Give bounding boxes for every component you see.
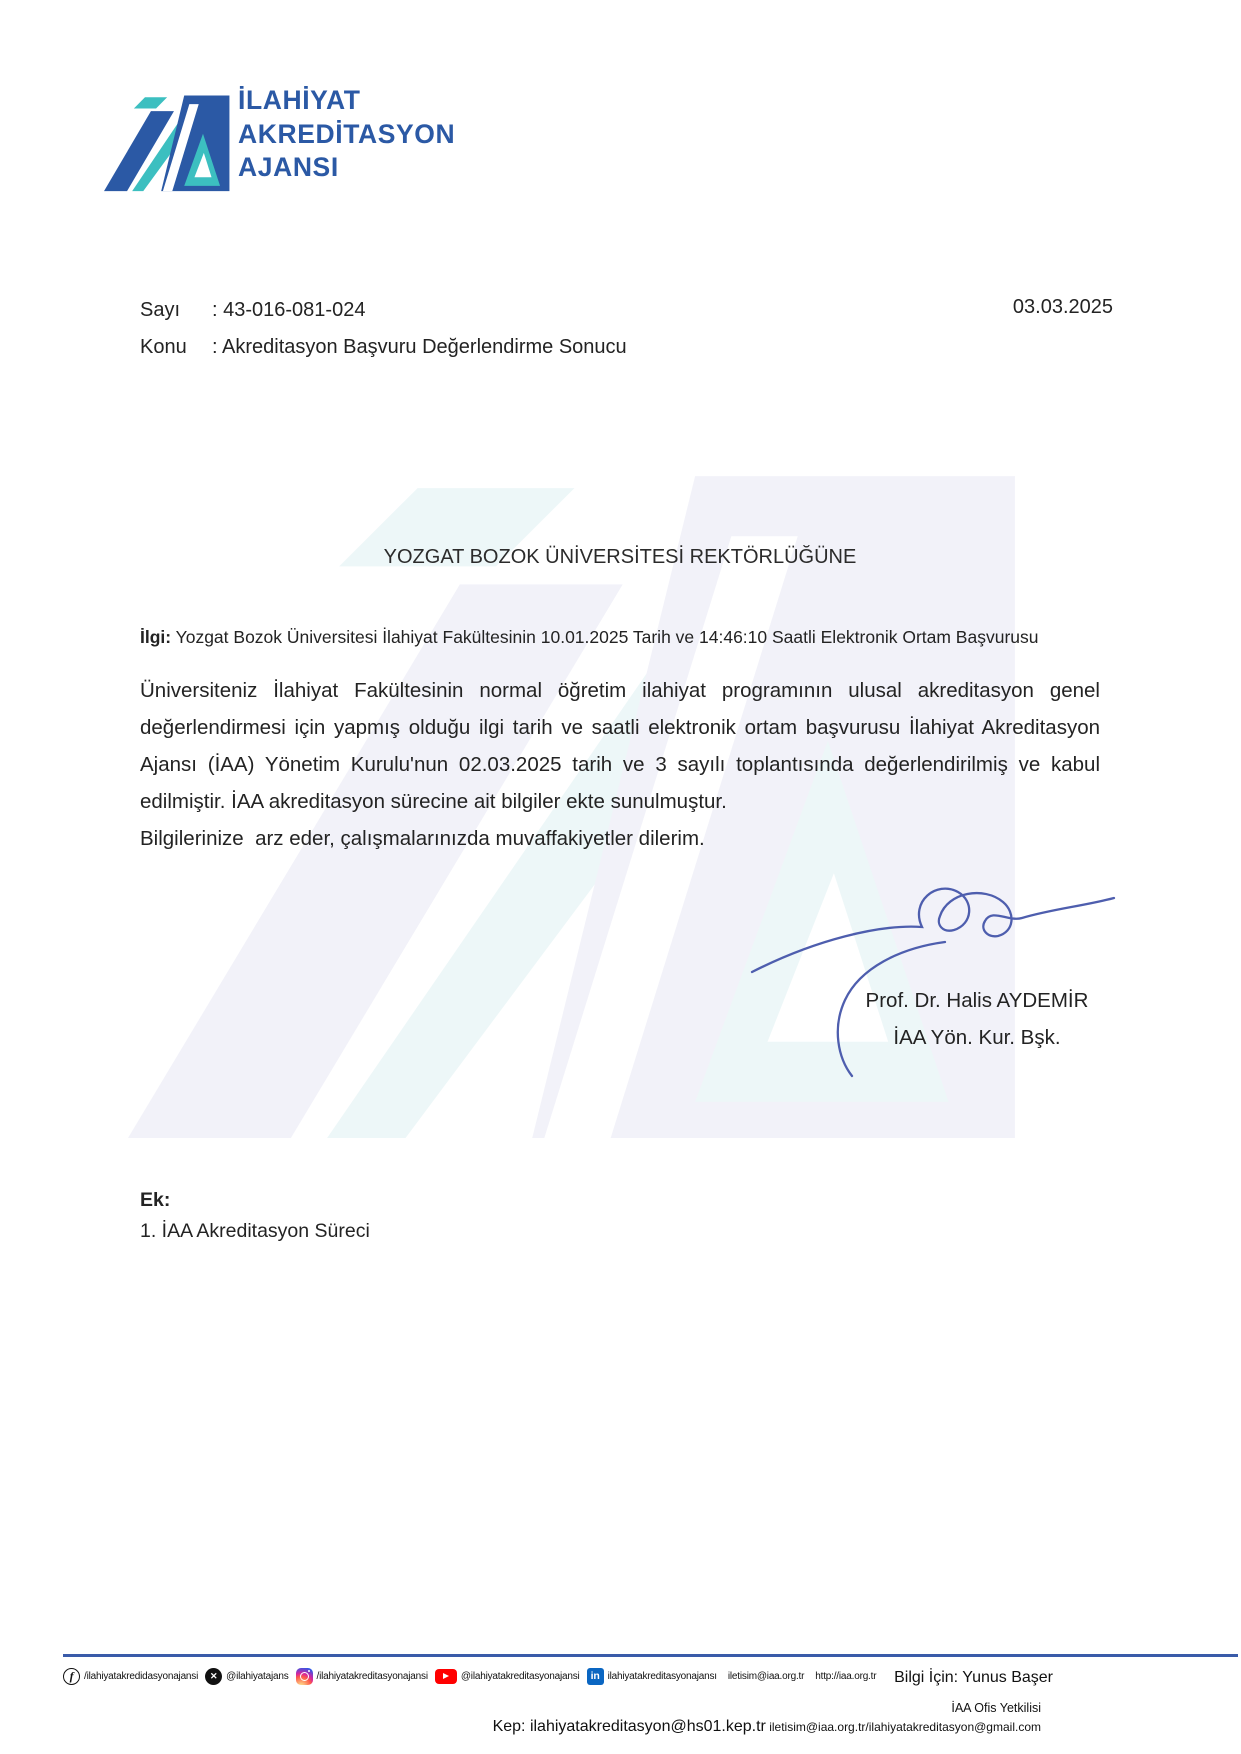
- recipient-title: YOZGAT BOZOK ÜNİVERSİTESİ REKTÖRLÜĞÜNE: [383, 546, 857, 568]
- linkedin-icon: in: [587, 1668, 604, 1685]
- linkedin-handle: ilahiyatakreditasyonajansı: [607, 1670, 717, 1682]
- ilgi-text: Yozgat Bozok Üniversitesi İlahiyat Fakültesinin 10.01.2025 Tarih ve 14:46:10 Saatli Elektronik Ortam Başvurusu: [171, 627, 1039, 647]
- linkedin-pair: [587, 1668, 717, 1685]
- facebook-handle: /ilahiyatakredidasyonajansi: [84, 1670, 199, 1682]
- contact-person: Bilgi İçin: Yunus Başer: [894, 1669, 1053, 1686]
- letter-body: Üniversiteniz İlahiyat Fakültesinin normal öğretim ilahiyat programının ulusal akreditasyon genel değerlendirmesi için yapmış olduğu ilgi tarih ve saatli elektronik ortam başvurusu İlahiyat Akreditasyon Ajansı (İAA) Yönetim Kurulu'nun 02.03.2025 tarih ve 3 sayılı toplantısında değerlendirilmiş ve kabul edilmiştir. İAA akreditasyon sürecine ait bilgiler ekte sunulmuştur.: [140, 679, 1100, 813]
- sayi-label: Sayı: [140, 299, 181, 321]
- instagram-lens: [300, 1672, 309, 1681]
- footer-social-row: [63, 1664, 876, 1688]
- facebook-icon: f: [63, 1668, 80, 1685]
- footer-website: http://iaa.org.tr: [815, 1670, 877, 1682]
- contact-title: İAA Ofis Yetkilisi: [951, 1701, 1041, 1715]
- letter-date: 03.03.2025: [1012, 296, 1113, 318]
- youtube-icon: [435, 1669, 457, 1684]
- konu-row: [140, 329, 627, 366]
- sayi-row: [140, 292, 627, 329]
- x-pair: [205, 1668, 288, 1685]
- ilgi-line: [140, 627, 1100, 648]
- youtube-play-glyph: [443, 1673, 449, 1679]
- konu-value: : Akreditasyon Başvuru Değerlendirme Sonucu: [212, 336, 627, 358]
- instagram-icon: [296, 1668, 313, 1685]
- letter-closing: Bilgilerinize arz eder, çalışmalarınızda muvaffakiyetler dilerim.: [140, 827, 705, 850]
- agency-name-line2: AKREDİTASYON: [238, 118, 456, 149]
- agency-name-line1: İLAHİYAT: [238, 85, 361, 115]
- ilgi-label: İlgi:: [140, 627, 172, 647]
- kep-line: [493, 1718, 1041, 1736]
- agency-name-line3: AJANSI: [238, 152, 339, 182]
- youtube-handle: @ilahiyatakreditasyonajansi: [460, 1670, 580, 1682]
- signature-block: [827, 982, 1127, 1056]
- facebook-pair: [63, 1668, 198, 1685]
- x-handle: @ilahiyatajans: [226, 1670, 289, 1682]
- youtube-pair: [435, 1669, 580, 1684]
- agency-name: [238, 84, 455, 185]
- attachments: [140, 1185, 370, 1247]
- ek-item: 1. İAA Akreditasyon Süreci: [140, 1220, 370, 1242]
- sayi-value: : 43-016-081-024: [212, 299, 366, 321]
- x-icon: ✕: [205, 1668, 222, 1685]
- konu-label: Konu: [140, 336, 187, 358]
- footer-email: iletisim@iaa.org.tr: [727, 1670, 805, 1682]
- instagram-pair: [296, 1668, 428, 1685]
- signer-title: İAA Yön. Kur. Bşk.: [893, 1026, 1061, 1049]
- footer-divider: [63, 1654, 1238, 1657]
- kep-address: Kep: ilahiyatakreditasyon@hs01.kep.tr: [492, 1718, 766, 1735]
- instagram-handle: /ilahiyatakreditasyonajansi: [316, 1670, 428, 1682]
- ek-label: Ek:: [140, 1189, 171, 1211]
- instagram-dot: [308, 1670, 310, 1672]
- iaa-logo-mark: [104, 92, 232, 192]
- kep-extra: iletisim@iaa.org.tr/ilahiyatakreditasyon@gmail.com: [765, 1720, 1041, 1734]
- letter-meta: [140, 292, 627, 366]
- signer-name: Prof. Dr. Halis AYDEMİR: [865, 989, 1089, 1012]
